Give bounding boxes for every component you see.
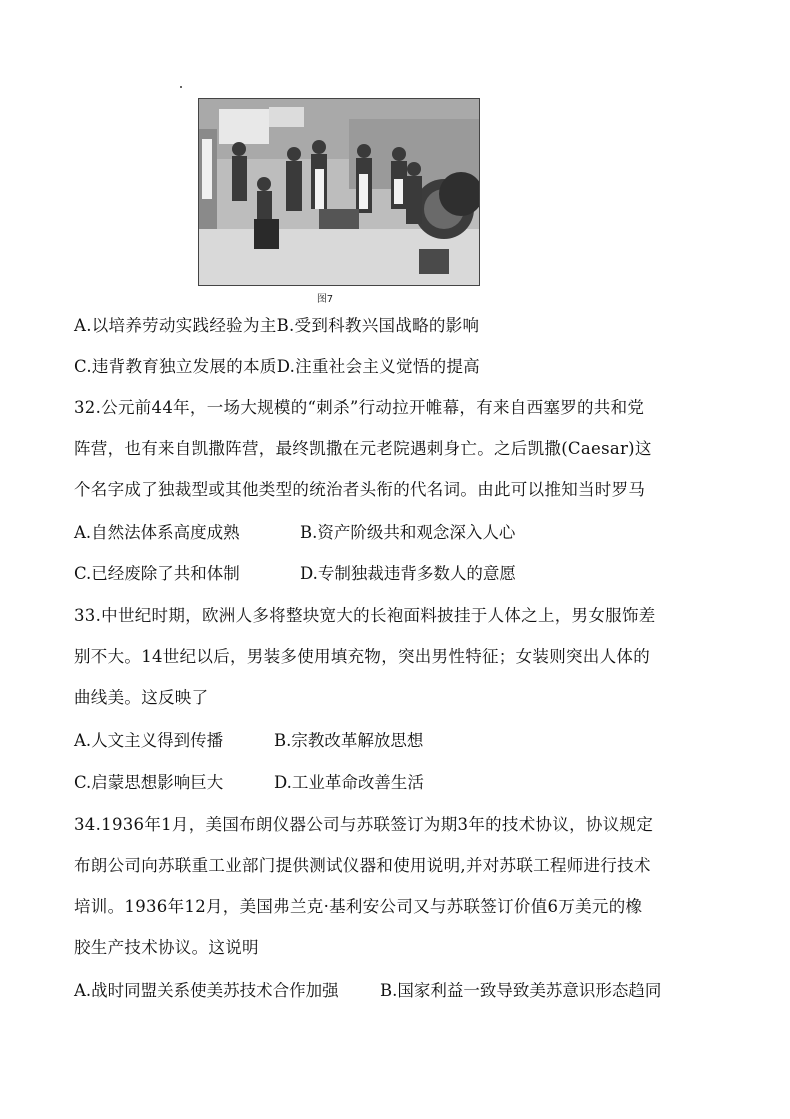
q33-options-ab (74, 731, 423, 751)
q32-option-a[interactable]: A.自然法体系高度成熟 (74, 523, 240, 542)
q34-stem-line4: 胶生产技术协议。这说明 (74, 938, 259, 957)
q34-option-a[interactable]: A.战时同盟关系使美苏技术合作加强 (74, 981, 339, 1000)
photo-workers-painting-icon (199, 99, 479, 285)
q32-options-cd (74, 564, 516, 584)
q31-option-b[interactable]: B.受到科教兴国战略的影响 (276, 316, 480, 335)
q31-option-a[interactable]: A.以培养劳动实践经验为主 (74, 316, 277, 335)
q34-stem-line1: 34.1936年1月，美国布朗仪器公司与苏联签订为期3年的技术协议，协议规定 (74, 815, 654, 834)
q31-options-ab (74, 316, 479, 336)
q32-stem-line3: 个名字成了独裁型或其他类型的统治者头衔的代名词。由此可以推知当时罗马 (74, 480, 646, 499)
scan-speck (180, 86, 182, 88)
figure-caption: 图7 (316, 294, 334, 305)
figure-7-photo (198, 98, 480, 286)
q34-stem-line3: 培训。1936年12月，美国弗兰克·基利安公司又与苏联签订价值6万美元的橡 (74, 897, 643, 916)
q32-options-ab (74, 523, 515, 543)
q32-option-d[interactable]: D.专制独裁违背多数人的意愿 (300, 564, 516, 583)
q34-stem-line2: 布朗公司向苏联重工业部门提供测试仪器和使用说明,并对苏联工程师进行技术 (74, 856, 651, 875)
q33-options-cd (74, 773, 424, 793)
q31-options-cd (74, 357, 480, 377)
q33-option-d[interactable]: D.工业革命改善生活 (274, 773, 424, 792)
q34-options-ab (74, 981, 661, 1001)
q33-option-c[interactable]: C.启蒙思想影响巨大 (74, 773, 224, 792)
q33-stem-line2: 别不大。14世纪以后，男装多使用填充物，突出男性特征；女装则突出人体的 (74, 647, 650, 666)
q31-option-c[interactable]: C.违背教育独立发展的本质 (74, 357, 277, 376)
q33-option-a[interactable]: A.人文主义得到传播 (74, 731, 224, 750)
q32-option-c[interactable]: C.已经废除了共和体制 (74, 564, 240, 583)
q33-stem-line1: 33.中世纪时期，欧洲人多将整块宽大的长袍面料披挂于人体之上，男女服饰差 (74, 606, 656, 625)
q33-option-b[interactable]: B.宗教改革解放思想 (274, 731, 424, 750)
q32-stem-line2: 阵营，也有来自凯撒阵营，最终凯撒在元老院遇刺身亡。之后凯撒(Caesar)这 (74, 439, 652, 458)
q34-option-b[interactable]: B.国家利益一致导致美苏意识形态趋同 (380, 981, 662, 1000)
q32-option-b[interactable]: B.资产阶级共和观念深入人心 (300, 523, 516, 542)
q33-stem-line3: 曲线美。这反映了 (74, 688, 209, 707)
q31-option-d[interactable]: D.注重社会主义觉悟的提高 (276, 357, 480, 376)
q32-stem-line1: 32.公元前44年，一场大规模的“刺杀”行动拉开帷幕，有来自西塞罗的共和党 (74, 398, 645, 417)
